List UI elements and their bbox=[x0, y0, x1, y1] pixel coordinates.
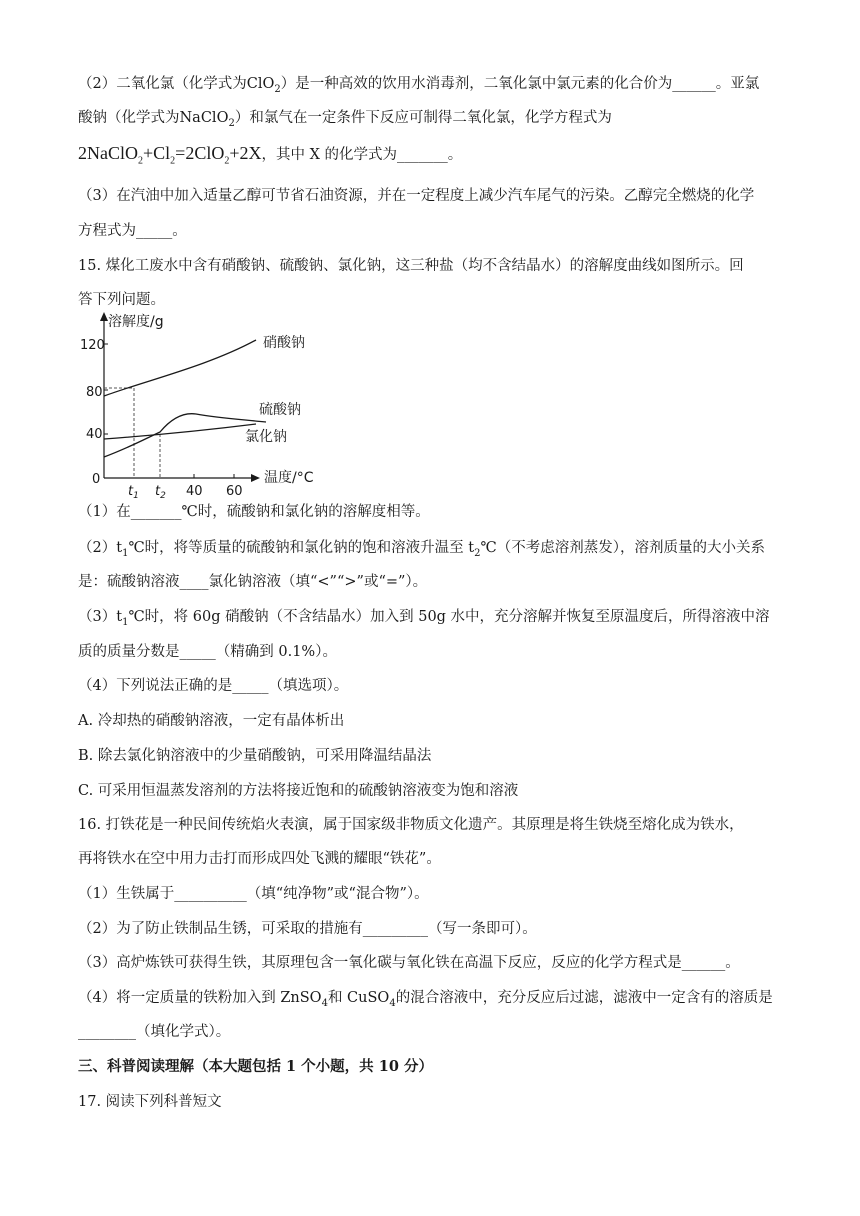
q14-part2-line1: （2）二氧化氯（化学式为ClO$_2$）是一种高效的饮用水消毒剂，二氧化氯中氯元素的化合价为______。亚氯 bbox=[78, 76, 760, 95]
series-label-sodium-chloride: 氯化钠 bbox=[245, 429, 287, 445]
q17-stem: 17. 阅读下列科普短文 bbox=[78, 1094, 222, 1110]
q15-sub1: （1）在_______℃时，硫酸钠和氯化钠的溶解度相等。 bbox=[78, 504, 430, 520]
q16-sub4-line1: （4）将一定质量的铁粉加入到 ZnSO$_4$和 CuSO$_4$的混合溶液中，充分反应后过滤，滤液中一定含有的溶质是 bbox=[78, 990, 773, 1009]
y-axis-arrow bbox=[100, 312, 108, 321]
q15-stem-line2: 答下列问题。 bbox=[78, 292, 165, 308]
q15-sub4: （4）下列说法正确的是_____（填选项）。 bbox=[78, 678, 349, 694]
q16-stem-line1: 16. 打铁花是一种民间传统焰火表演，属于国家级非物质文化遗产。其原理是将生铁烧至熔化成为铁水， bbox=[78, 817, 744, 833]
x-tick-label: 60 bbox=[226, 484, 243, 498]
section-heading: 三、科普阅读理解（本大题包括 1 个小题，共 10 分） bbox=[78, 1058, 433, 1075]
solubility-chart bbox=[78, 308, 358, 498]
chemical-equation: $2NaClO_2+Cl_2=2ClO_2+2X$ bbox=[78, 143, 262, 167]
q16-sub1: （1）生铁属于__________（填“纯净物”或“混合物”）。 bbox=[78, 886, 429, 902]
q15-option-a: A. 冷却热的硝酸钠溶液，一定有晶体析出 bbox=[78, 713, 345, 729]
series-line-sodium-nitrate bbox=[104, 340, 256, 396]
q14-equation-line: $2NaClO_2+Cl_2=2ClO_2+2X$，其中 X 的化学式为_______。 bbox=[78, 143, 463, 167]
q15-option-b: B. 除去氯化钠溶液中的少量硝酸钠，可采用降温结晶法 bbox=[78, 748, 432, 764]
series-label-sodium-nitrate: 硝酸钠 bbox=[263, 335, 305, 351]
y-tick-label: 120 bbox=[80, 338, 105, 353]
q14-part2-line2: 酸钠（化学式为NaClO$_2$）和氯气在一定条件下反应可制得二氧化氯，化学方程式为 bbox=[78, 110, 612, 129]
q15-sub3-line1: $(3)t_1℃$时，将 60g 硝酸钠（不含结晶水）加入到 50g 水中，充分溶解并恢复至原温度后，所得溶液中溶 bbox=[78, 609, 770, 628]
series-line-sodium-sulfate bbox=[104, 414, 266, 457]
q14-part3-line2: 方程式为_____。 bbox=[78, 223, 187, 239]
q15-sub3-line2: 质的质量分数是_____（精确到 0.1%）。 bbox=[78, 644, 337, 660]
x-axis-label: 温度/°C bbox=[264, 470, 314, 486]
q15-option-c: C. 可采用恒温蒸发溶剂的方法将接近饱和的硫酸钠溶液变为饱和溶液 bbox=[78, 783, 519, 799]
q16-sub2: （2）为了防止铁制品生锈，可采取的措施有_________（写一条即可）。 bbox=[78, 921, 537, 937]
x-tick-label-t1: $t_1$ bbox=[128, 484, 139, 498]
x-tick-label: 40 bbox=[186, 484, 203, 498]
q15-sub2-line1: $(2)t_1℃$时，将等质量的硫酸钠和氯化钠的饱和溶液升温至 $t_2℃$（不考虑溶剂蒸发），溶剂质量的大小关系 bbox=[78, 540, 765, 559]
x-axis-arrow bbox=[251, 474, 260, 482]
y-axis-label: 溶解度/g bbox=[108, 314, 164, 330]
series-line-sodium-chloride bbox=[104, 424, 256, 439]
q14-part3-line1: （3）在汽油中加入适量乙醇可节省石油资源，并在一定程度上减少汽车尾气的污染。乙醇完全燃烧的化学 bbox=[78, 188, 755, 204]
q16-sub4-line2: ________（填化学式）。 bbox=[78, 1024, 231, 1040]
q16-sub3: （3）高炉炼铁可获得生铁，其原理包含一氧化碳与氧化铁在高温下反应，反应的化学方程式是______。 bbox=[78, 955, 740, 971]
x-tick-label-t2: $t_2$ bbox=[155, 484, 166, 498]
origin-label: 0 bbox=[92, 472, 101, 487]
q16-stem-line2: 再将铁水在空中用力击打而形成四处飞溅的耀眼“铁花”。 bbox=[78, 851, 441, 867]
q15-stem-line1: 15. 煤化工废水中含有硝酸钠、硫酸钠、氯化钠，这三种盐（均不含结晶水）的溶解度曲线如图所示。回 bbox=[78, 258, 744, 274]
q15-sub2-line2: 是：硫酸钠溶液____氯化钠溶液（填“<”“>”或“=”）。 bbox=[78, 574, 428, 590]
y-tick-label: 40 bbox=[86, 427, 103, 442]
y-tick-label: 80 bbox=[86, 385, 103, 400]
series-label-sodium-sulfate: 硫酸钠 bbox=[259, 402, 301, 418]
